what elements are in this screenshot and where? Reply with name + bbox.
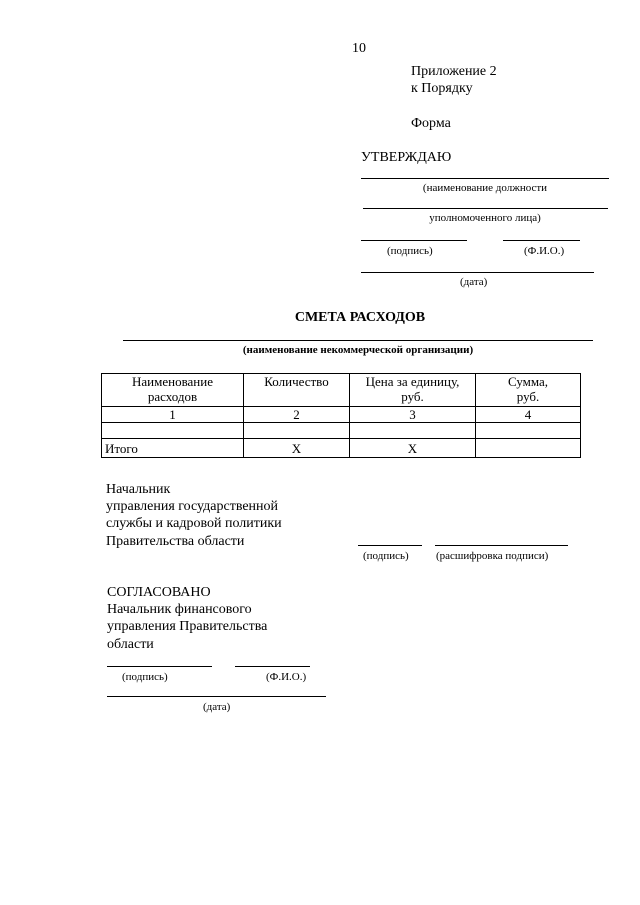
chief-line-1: Начальник: [106, 482, 171, 497]
signature-caption: (подпись): [387, 245, 433, 257]
approve-label: УТВЕРЖДАЮ: [361, 150, 452, 165]
table-cell: [102, 423, 244, 439]
table-cell: [476, 439, 581, 458]
fio-caption: (Ф.И.О.): [524, 245, 565, 257]
col-header-name: Наименование расходов: [102, 374, 244, 407]
agreed-signature-caption: (подпись): [122, 671, 168, 683]
fio-line: [503, 240, 580, 241]
table-cell: Х: [244, 439, 350, 458]
date-line: [361, 272, 594, 273]
table-cell: [244, 423, 350, 439]
agreed-signature-line: [107, 666, 212, 667]
table-row: [102, 407, 581, 423]
agreed-line-3: области: [107, 637, 154, 652]
table-cell: 4: [476, 407, 581, 423]
chief-decode-line: [435, 545, 568, 546]
document-title: СМЕТА РАСХОДОВ: [294, 310, 426, 325]
expense-table: [101, 373, 581, 458]
table-total-row: [102, 439, 581, 458]
col-header-price: Цена за единицу, руб.: [350, 374, 476, 407]
form-label: Форма: [411, 116, 451, 131]
page-number: 10: [352, 41, 366, 56]
chief-line-3: службы и кадровой политики: [106, 516, 282, 531]
table-cell: [476, 423, 581, 439]
authorized-line: [363, 208, 608, 209]
chief-line-2: управления государственной: [106, 499, 279, 514]
table-cell: Итого: [102, 439, 244, 458]
agreed-fio-line: [235, 666, 310, 667]
agreed-line-2: управления Правительства: [107, 619, 268, 634]
signature-line: [361, 240, 467, 241]
col-header-sum: Сумма, руб.: [476, 374, 581, 407]
chief-signature-line: [358, 545, 422, 546]
position-line: [361, 178, 609, 179]
appendix-line-1: Приложение 2: [411, 64, 497, 79]
org-name-line: [123, 340, 593, 341]
date-caption: (дата): [460, 276, 488, 288]
agreed-line-1: Начальник финансового: [107, 602, 252, 617]
agreed-label: СОГЛАСОВАНО: [107, 585, 211, 600]
table-cell: 1: [102, 407, 244, 423]
org-caption: (наименование некоммерческой организации): [242, 344, 474, 356]
chief-signature-caption: (подпись): [363, 550, 409, 562]
table-cell: [350, 423, 476, 439]
table-cell: Х: [350, 439, 476, 458]
chief-line-4: Правительства области: [106, 534, 245, 549]
table-row: [102, 423, 581, 439]
col-header-quantity: Количество: [244, 374, 350, 407]
chief-decode-caption: (расшифровка подписи): [436, 550, 549, 562]
authorized-caption: уполномоченного лица): [429, 212, 541, 224]
agreed-date-caption: (дата): [203, 701, 231, 713]
agreed-fio-caption: (Ф.И.О.): [266, 671, 307, 683]
table-header-row: [102, 374, 581, 407]
appendix-line-2: к Порядку: [411, 81, 473, 96]
table-cell: 2: [244, 407, 350, 423]
agreed-date-line: [107, 696, 326, 697]
table-cell: 3: [350, 407, 476, 423]
position-caption: (наименование должности: [422, 182, 548, 194]
